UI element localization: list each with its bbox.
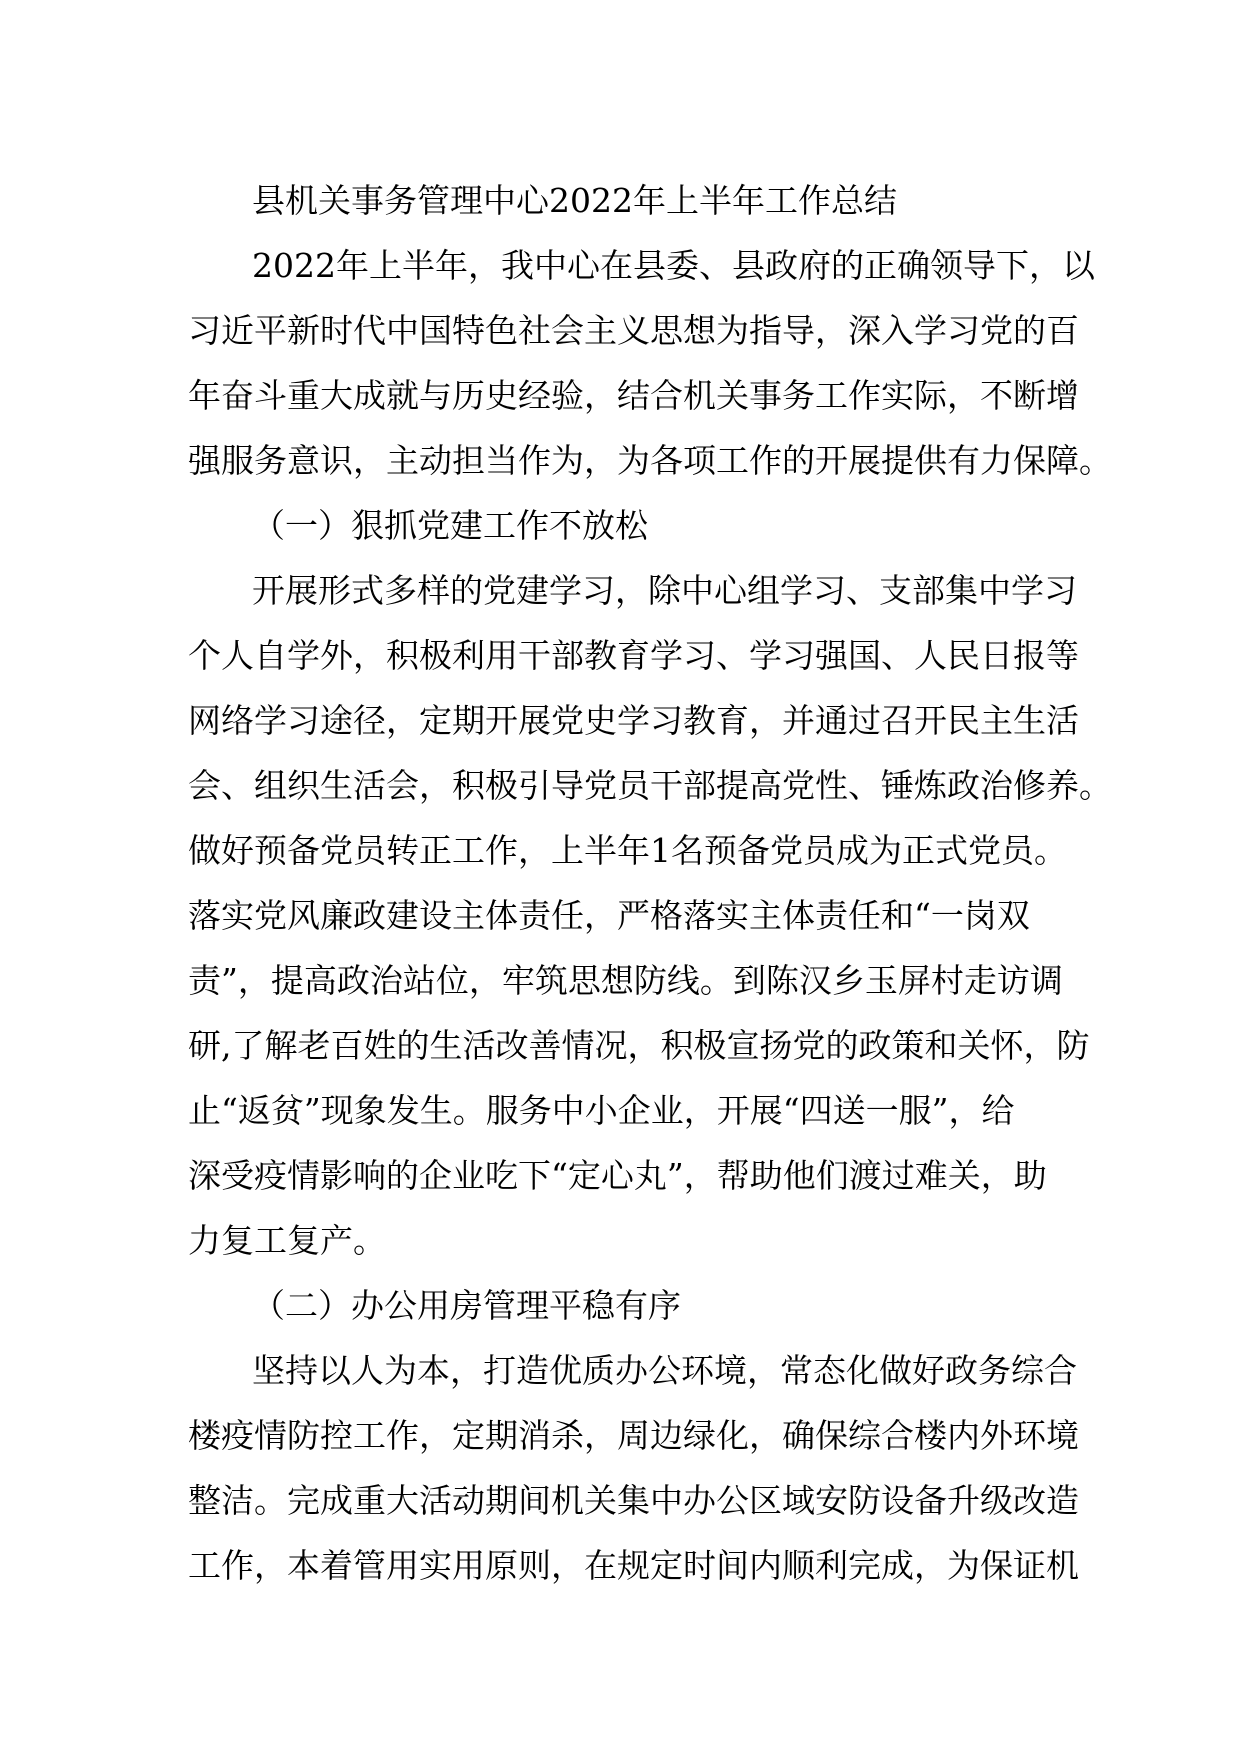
section2-line: 整洁。完成重大活动期间机关集中办公区域安防设备升级改造: [188, 1481, 1079, 1520]
intro-line: 强服务意识，主动担当作为，为各项工作的开展提供有力保障。: [188, 441, 1112, 480]
section2-line: 坚持以人为本，打造优质办公环境，常态化做好政务综合: [252, 1351, 1077, 1390]
document-body: [188, 168, 1112, 1598]
section1-line: 落实党风廉政建设主体责任，严格落实主体责任和“一岗双: [188, 896, 1030, 935]
section2-heading: （二）办公用房管理平稳有序: [252, 1286, 681, 1325]
section1-line: 研,了解老百姓的生活改善情况，积极宣扬党的政策和关怀，防: [188, 1026, 1090, 1065]
section1-line: 会、组织生活会，积极引导党员干部提高党性、锤炼政治修养。: [188, 766, 1112, 805]
intro-line: 习近平新时代中国特色社会主义思想为指导，深入学习党的百: [188, 311, 1079, 350]
section1-line: 力复工复产。: [188, 1221, 386, 1260]
section1-line: 止“返贫”现象发生。服务中小企业，开展“四送一服”，给: [188, 1091, 1015, 1130]
section1-line: 开展形式多样的党建学习，除中心组学习、支部集中学习: [252, 571, 1077, 610]
document-title: 县机关事务管理中心2022年上半年工作总结: [252, 181, 897, 220]
section1-line: 网络学习途径，定期开展党史学习教育，并通过召开民主生活: [188, 701, 1079, 740]
section2-line: 楼疫情防控工作，定期消杀，周边绿化，确保综合楼内外环境: [188, 1416, 1079, 1455]
section1-line: 深受疫情影响的企业吃下“定心丸”，帮助他们渡过难关，助: [188, 1156, 1047, 1195]
section1-line: 个人自学外，积极利用干部教育学习、学习强国、人民日报等: [188, 636, 1079, 675]
section1-line: 做好预备党员转正工作，上半年1名预备党员成为正式党员。: [188, 831, 1067, 870]
intro-line: 2022年上半年，我中心在县委、县政府的正确领导下，以: [252, 246, 1095, 285]
section1-line: 责”，提高政治站位，牢筑思想防线。到陈汉乡玉屏村走访调: [188, 961, 1063, 1000]
section1-heading: （一）狠抓党建工作不放松: [252, 506, 648, 545]
intro-line: 年奋斗重大成就与历史经验，结合机关事务工作实际，不断增: [188, 376, 1079, 415]
section2-line: 工作，本着管用实用原则，在规定时间内顺利完成，为保证机: [188, 1546, 1079, 1585]
